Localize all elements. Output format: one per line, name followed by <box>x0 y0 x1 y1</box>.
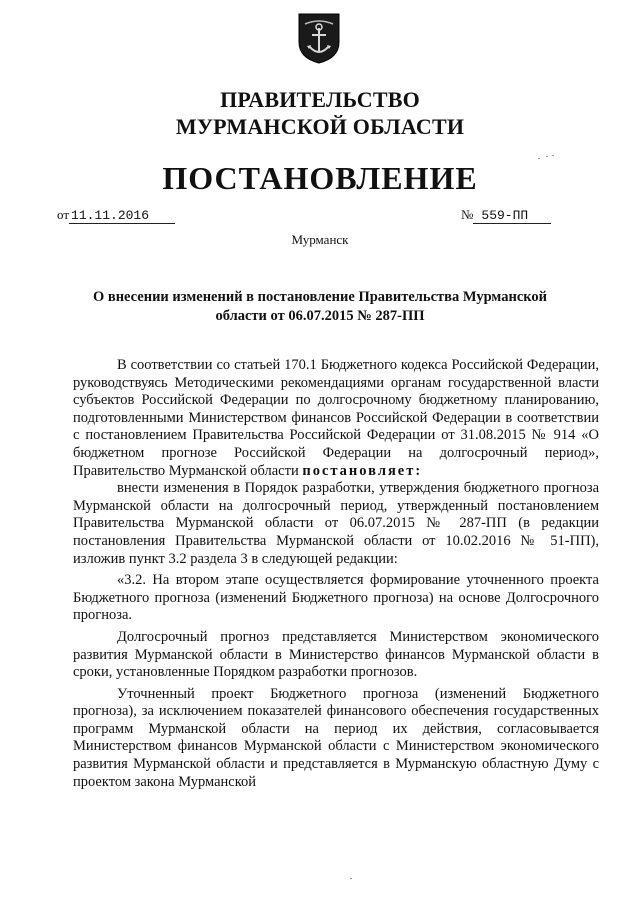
paragraph-1 <box>73 357 599 480</box>
document-title <box>80 288 560 326</box>
title-line-2: области от 06.07.2015 № 287-ПП <box>215 308 425 324</box>
scan-speck <box>546 156 548 157</box>
scan-speck <box>350 878 352 879</box>
title-line-1: О внесении изменений в постановление Правительства Мурманской <box>92 289 548 305</box>
organization-name <box>0 86 640 140</box>
date-prefix: от <box>57 207 70 222</box>
number-value: 559-ПП <box>473 209 551 224</box>
murmansk-coat-of-arms-icon <box>297 12 341 64</box>
scan-speck <box>538 158 540 159</box>
paragraph-5: Уточненный проект Бюджетного прогноза (изменений Бюджетного прогноза), за исключением показателей финансового обеспечения государственных программ Мурманской области на период их действия, согласовывается Министерством финансов Мурманской области с Министерством экономического развития Мурманской области и представляется в Мурманскую областную Думу с проектом закона Мурманской <box>73 685 599 790</box>
paragraph-4: Долгосрочный прогноз представляется Министерством экономического развития Мурманской области в Министерство финансов Мурманской области в сроки, установленные Порядком разработки прогнозов. <box>73 628 599 681</box>
paragraph-2: внести изменения в Порядок разработки, утверждения бюджетного прогноза Мурманской области на долгосрочный период, утвержденный постановлением Правительства Мурманской области от 06.07.2015 № 287-ПП (в редакции постановления Правительства Мурманской области от 10.02.2016 № 51-ПП), изложив пункт 3.2 раздела 3 в следующей редакции: <box>73 480 599 567</box>
resolves-keyword: постановляет: <box>302 462 423 479</box>
document-type: ПОСТАНОВЛЕНИЕ <box>162 160 478 196</box>
document-body <box>73 357 599 791</box>
org-line-1: ПРАВИТЕЛЬСТВО <box>220 87 420 112</box>
city: Мурманск <box>291 232 349 247</box>
date-value: 11.11.2016 <box>69 209 175 224</box>
org-line-2: МУРМАНСКОЙ ОБЛАСТИ <box>175 114 465 139</box>
document-number <box>461 207 551 224</box>
paragraph-1-text: В соответствии со статьей 170.1 Бюджетного кодекса Российской Федерации, руководствуясь Методическими рекомендациями органам государственной власти субъектов Российской Федерации по долгосрочному бюджетному планированию, подготовленными Министерством финансов Российской Федерации в соответствии с постановлением Правительства Российской Федерации от 31.08.2015 № 914 «О бюджетном прогнозе Российской Федерации на долгосрочный период», Правительство Мурманской области <box>73 357 599 479</box>
scan-speck <box>552 155 554 156</box>
number-prefix: № <box>461 207 474 222</box>
document-date <box>57 207 175 224</box>
paragraph-3: «3.2. На втором этапе осуществляется формирование уточненного проекта Бюджетного прогноза (изменений Бюджетного прогноза) на основе Долгосрочного прогноза. <box>73 572 599 624</box>
